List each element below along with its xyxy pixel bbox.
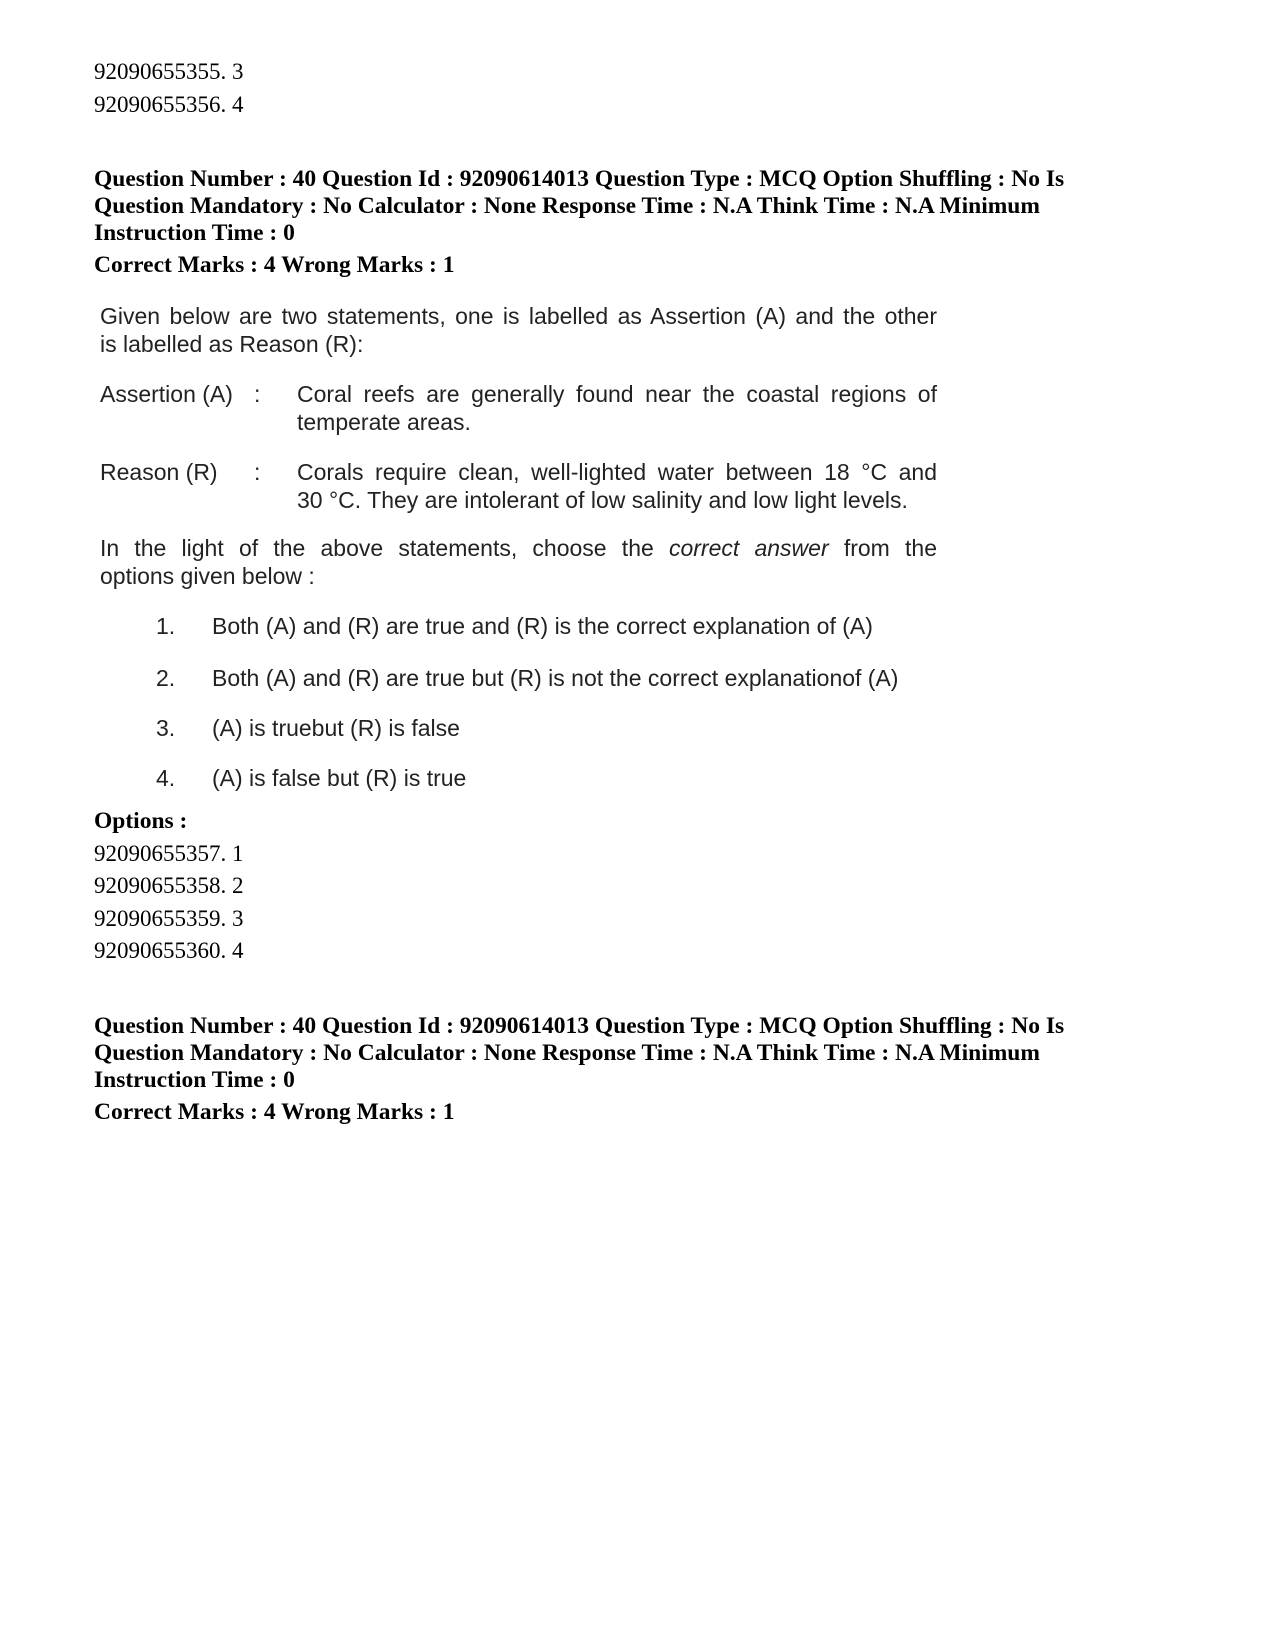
assertion-label: Assertion (A) (100, 381, 233, 407)
reason-colon: : (254, 459, 261, 485)
question-intro (100, 302, 937, 358)
option-row (94, 905, 244, 933)
question-prompt-line-1 (100, 534, 937, 562)
question-body (100, 302, 940, 802)
prompt-emphasis: correct answer (668, 535, 829, 561)
prev-option-value: 3 (232, 59, 244, 84)
question-intro-line-1: Given below are two statements, one is labelled as Assertion (A) and the other (100, 303, 937, 329)
question-meta-line-3: Instruction Time : 0 (94, 220, 295, 246)
reason-label: Reason (R) (100, 459, 218, 485)
next-question-meta-line-2: Question Mandatory : No Calculator : None Response Time : N.A Think Time : N.A Minimum (94, 1040, 1040, 1066)
prev-option-4 (94, 91, 244, 119)
prompt-text-a: In the light of the above statements, choose the (100, 535, 654, 561)
question-meta-line-2: Question Mandatory : No Calculator : None Response Time : N.A Think Time : N.A Minimum (94, 193, 1040, 219)
question-intro-line-2: is labelled as Reason (R): (100, 331, 364, 357)
option-row (94, 872, 244, 900)
prev-option-id: 92090655356. (94, 92, 227, 117)
option-id: 92090655358. (94, 873, 227, 898)
question-marks: Correct Marks : 4 Wrong Marks : 1 (94, 252, 455, 278)
prev-option-value: 4 (232, 92, 244, 117)
next-question-meta-line-3: Instruction Time : 0 (94, 1067, 295, 1093)
assertion-line-2: temperate areas. (297, 409, 471, 435)
prompt-text-b: from the (843, 535, 937, 561)
choice-number: 2. (156, 665, 176, 691)
option-value: 2 (232, 873, 244, 898)
option-id: 92090655360. (94, 938, 227, 963)
choice-text: (A) is false but (R) is true (212, 765, 467, 791)
option-value: 1 (232, 841, 244, 866)
prev-option-id: 92090655355. (94, 59, 227, 84)
options-heading: Options : (94, 808, 188, 834)
next-question-marks: Correct Marks : 4 Wrong Marks : 1 (94, 1099, 455, 1125)
prev-option-3 (94, 58, 244, 86)
question-prompt (100, 534, 937, 590)
choice-text: Both (A) and (R) are true and (R) is the correct explanation of (A) (212, 613, 873, 639)
option-id: 92090655357. (94, 841, 227, 866)
option-row (94, 937, 244, 965)
choice-number: 4. (156, 765, 176, 791)
reason-line-2: 30 °C. They are intolerant of low salinity and low light levels. (297, 487, 908, 513)
assertion-line-1: Coral reefs are generally found near the coastal regions of (297, 381, 937, 407)
choice-text: Both (A) and (R) are true but (R) is not the correct explanationof (A) (212, 665, 899, 691)
choice-number: 1. (156, 613, 176, 639)
choice-number: 3. (156, 715, 176, 741)
reason-text (297, 458, 937, 514)
next-question-meta-line-1: Question Number : 40 Question Id : 92090614013 Question Type : MCQ Option Shuffling : No Is (94, 1013, 1065, 1039)
choice-text: (A) is truebut (R) is false (212, 715, 460, 741)
option-id: 92090655359. (94, 906, 227, 931)
assertion-colon: : (254, 381, 261, 407)
reason-line-1: Corals require clean, well-lighted water between 18 °C and (297, 459, 937, 485)
question-meta-line-1: Question Number : 40 Question Id : 92090614013 Question Type : MCQ Option Shuffling : No Is (94, 166, 1065, 192)
option-value: 3 (232, 906, 244, 931)
option-value: 4 (232, 938, 244, 963)
option-row (94, 840, 244, 868)
question-prompt-line-2: options given below : (100, 563, 315, 589)
assertion-text (297, 380, 937, 436)
